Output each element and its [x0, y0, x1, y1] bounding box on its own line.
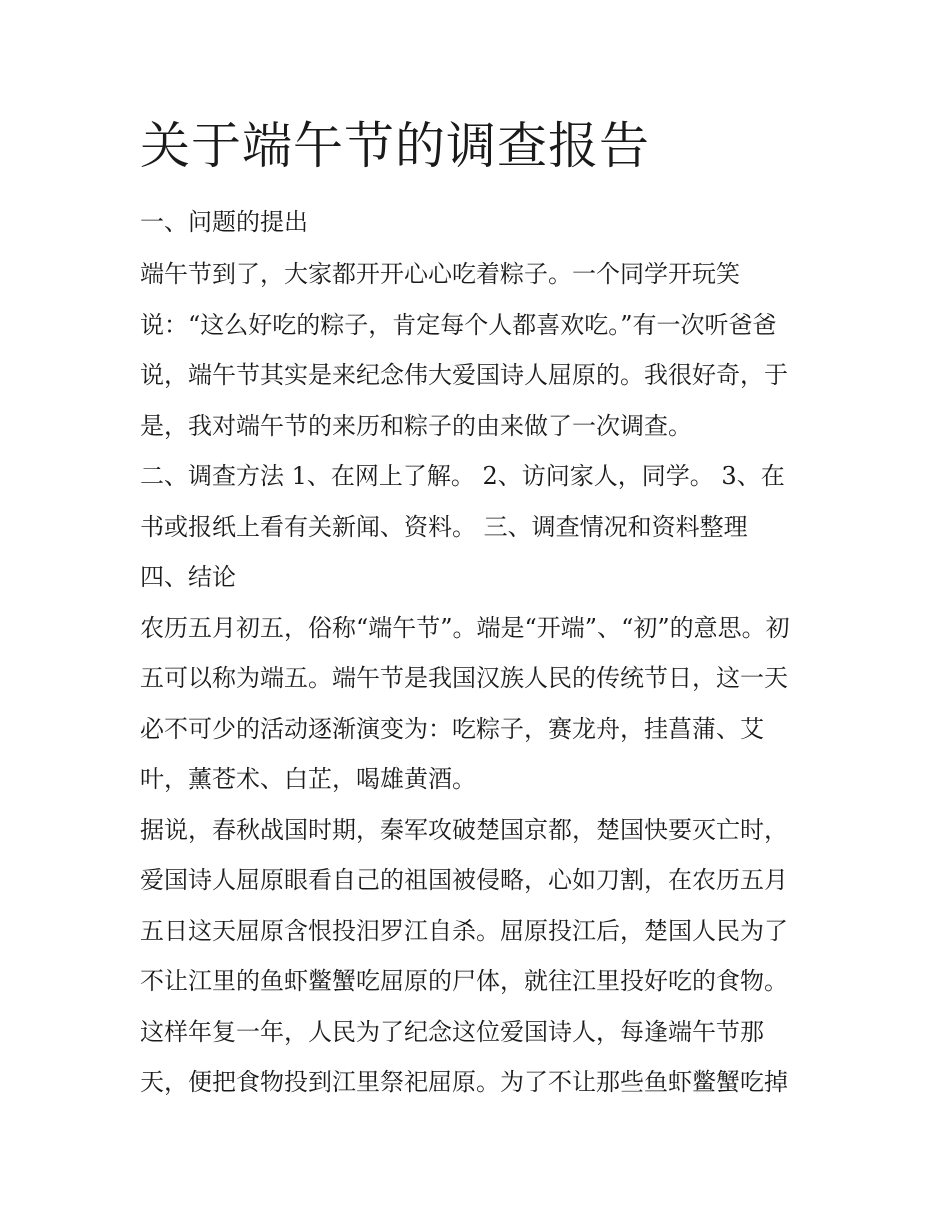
text-line: 爱国诗人屈原眼看自己的祖国被侵略，心如刀割，在农历五月	[140, 866, 788, 894]
text-line: 五日这天屈原含恨投汨罗江自杀。屈原投江后，楚国人民为了	[140, 917, 788, 945]
text-line: 二、调查方法 1、在网上了解。 2、访问家人，同学。 3、在	[140, 462, 785, 490]
text-line: 这样年复一年，人民为了纪念这位爱国诗人，每逢端午节那	[140, 1018, 764, 1046]
text-line: 必不可少的活动逐渐演变为：吃粽子，赛龙舟，挂菖蒲、艾	[140, 715, 764, 743]
text-line: 端午节到了，大家都开开心心吃着粽子。一个同学开玩笑	[140, 260, 740, 288]
text-line: 天，便把食物投到江里祭祀屈原。为了不让那些鱼虾鳖蟹吃掉	[140, 1068, 788, 1096]
text-line: 书或报纸上看有关新闻、资料。 三、调查情况和资料整理	[140, 513, 748, 541]
text-line: 说：“这么好吃的粽子，肯定每个人都喜欢吃。”有一次听爸爸	[140, 311, 777, 339]
text-line: 不让江里的鱼虾鳖蟹吃屈原的尸体，就往江里投好吃的食物。	[140, 967, 788, 995]
text-line: 农历五月初五，俗称“端午节”。端是“开端”、“初”的意思。初	[140, 614, 790, 642]
text-line: 说，端午节其实是来纪念伟大爱国诗人屈原的。我很好奇，于	[140, 361, 788, 389]
text-line: 一、问题的提出	[140, 208, 308, 236]
document-title: 关于端午节的调查报告	[140, 117, 650, 175]
text-line: 是，我对端午节的来历和粽子的由来做了一次调查。	[140, 412, 692, 440]
text-line: 四、结论	[140, 563, 236, 591]
text-line: 据说，春秋战国时期，秦军攻破楚国京都，楚国快要灭亡时，	[140, 816, 788, 844]
text-line: 五可以称为端五。端午节是我国汉族人民的传统节日，这一天	[140, 664, 788, 692]
text-line: 叶，薰苍术、白芷，喝雄黄酒。	[140, 765, 476, 793]
